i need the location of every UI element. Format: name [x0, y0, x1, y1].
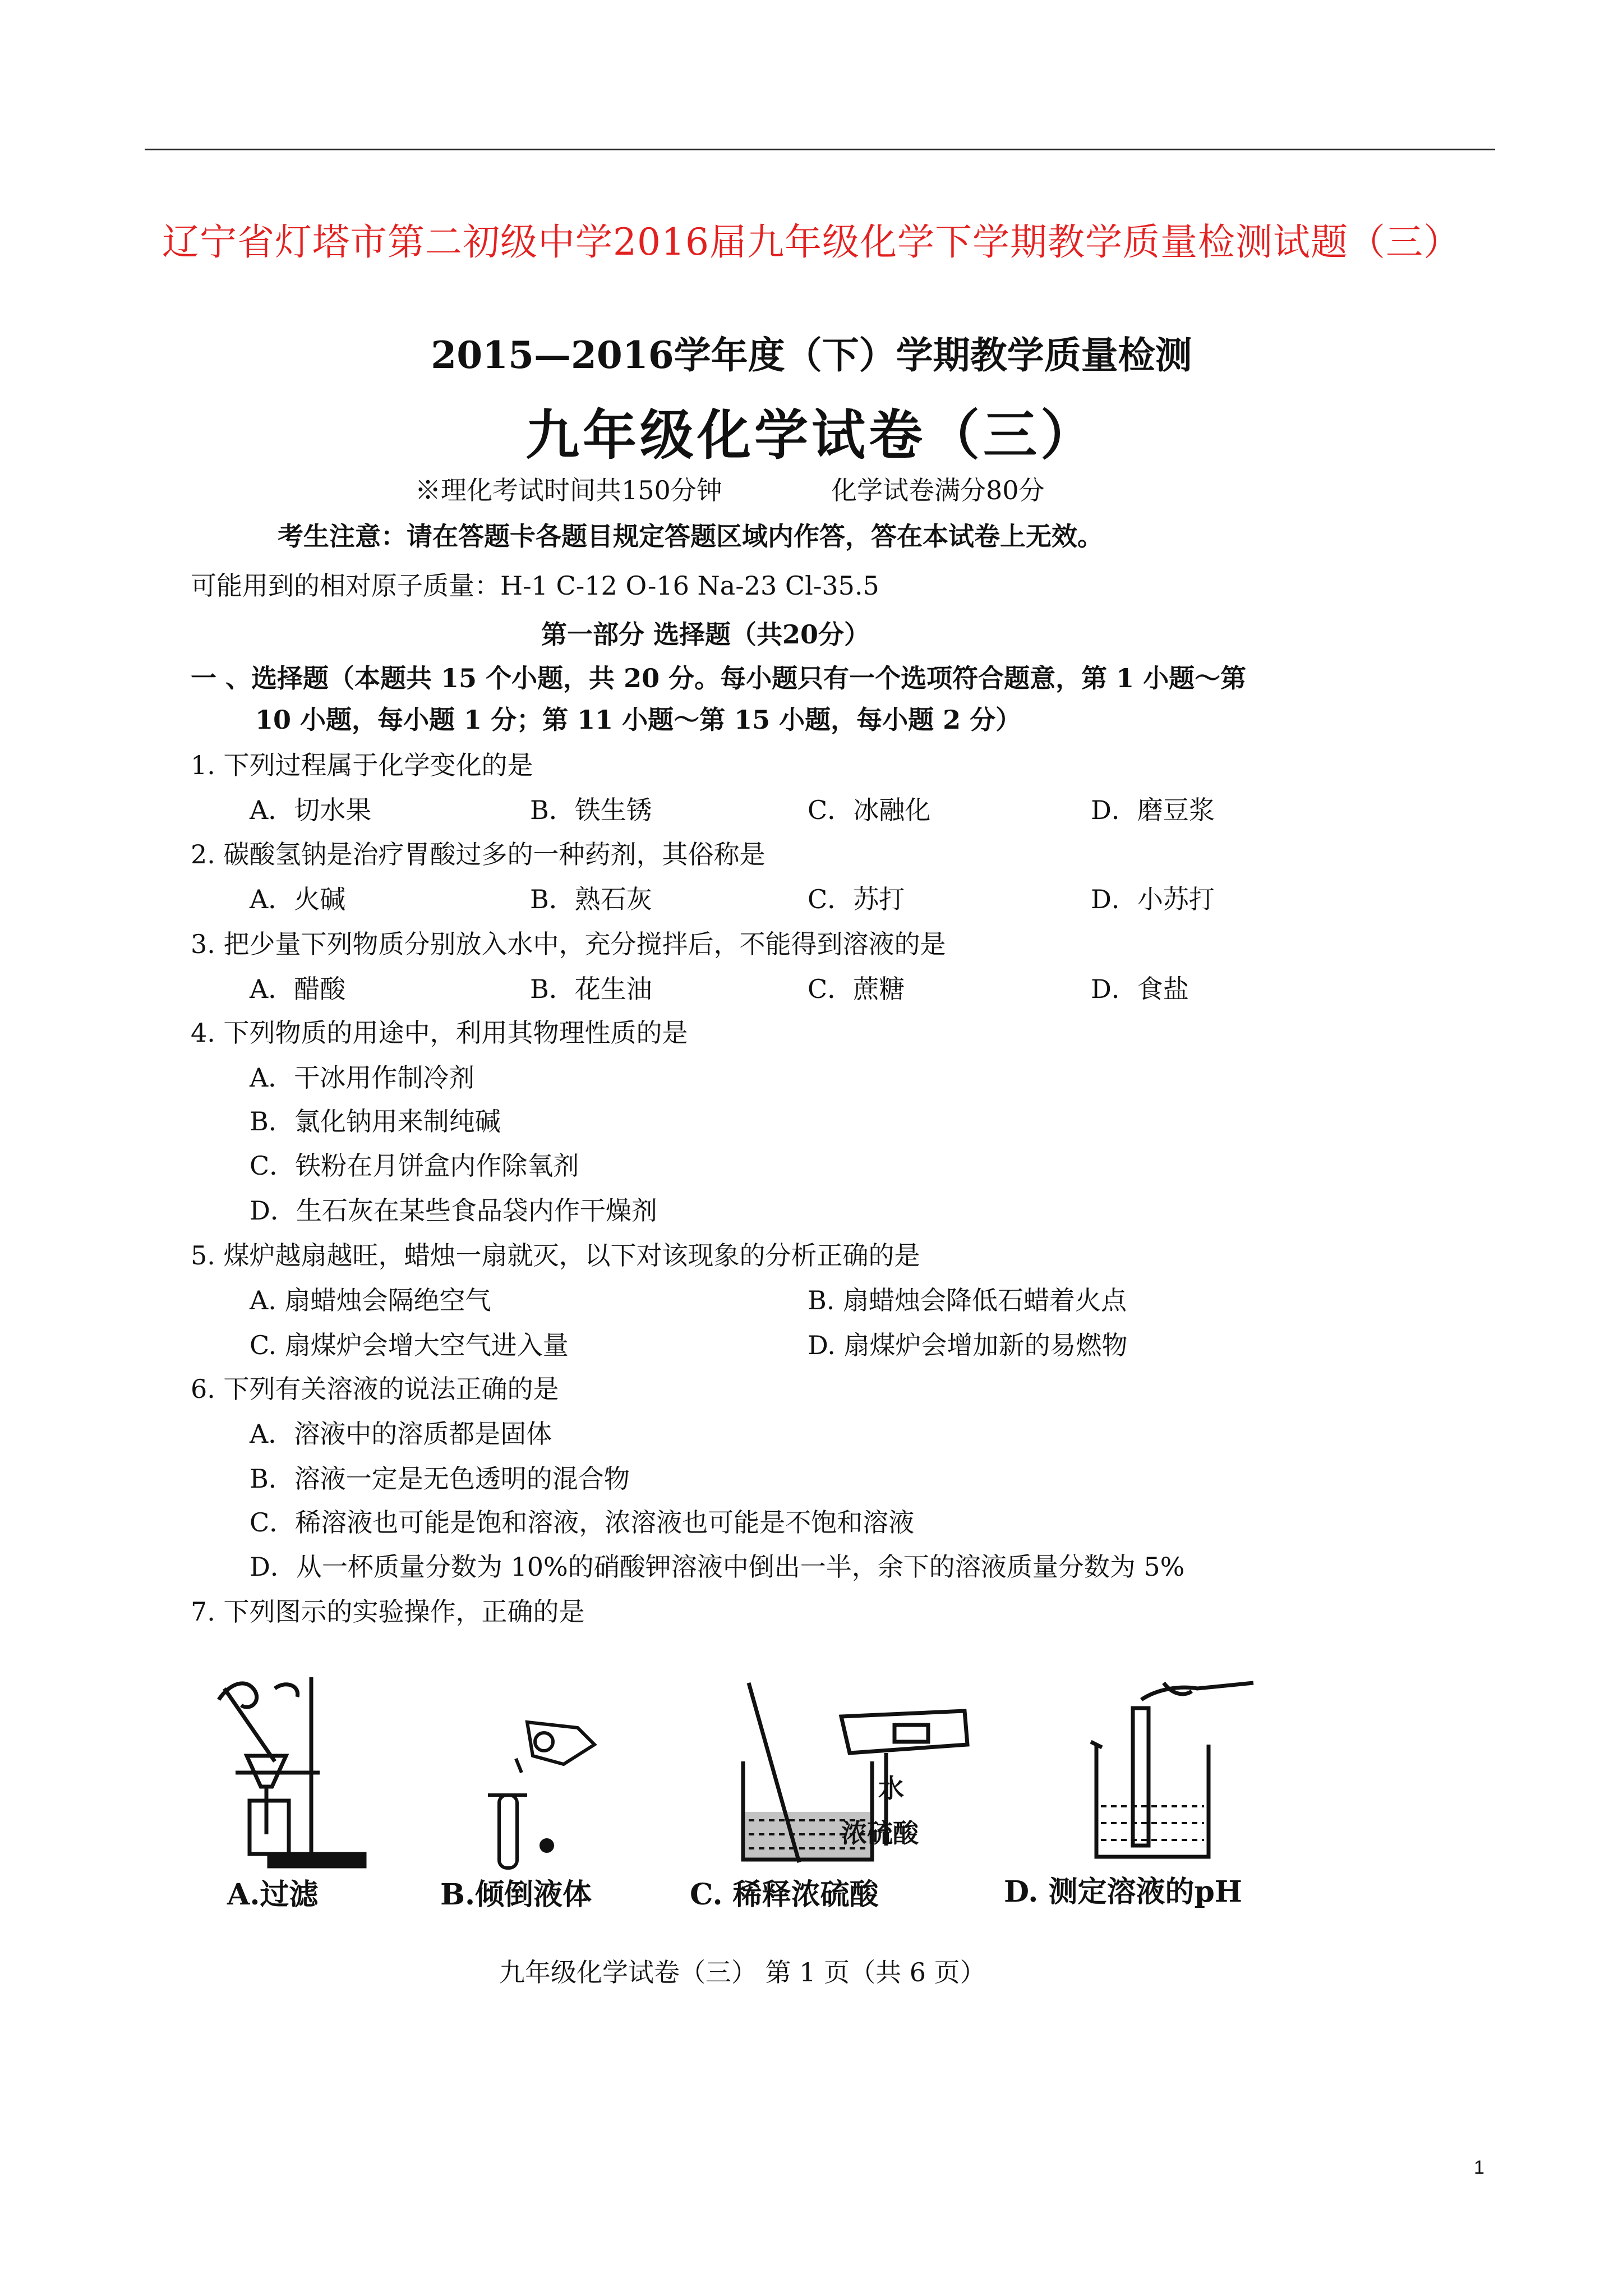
page-number: 1 — [1474, 2157, 1484, 2178]
figure-label-b: B.倾倒液体 — [440, 1878, 592, 1912]
figure-label-c: C. 稀释浓硫酸 — [690, 1878, 879, 1912]
question-4-stem: 4. 下列物质的用途中，利用其物理性质的是 — [191, 1018, 688, 1048]
section-instructions-1: 一 、选择题（本题共 15 个小题，共 20 分。每小题只有一个选项符合题意，第 1 小题～第 — [191, 663, 1247, 693]
question-5-option-a: A. 扇蜡烛会隔绝空气 — [250, 1285, 491, 1315]
pouring-liquid-figure — [465, 1711, 617, 1874]
question-4-option-d: D．生石灰在某些食品袋内作干燥剂 — [250, 1195, 657, 1226]
question-5-option-d: D. 扇煤炉会增加新的易燃物 — [808, 1330, 1128, 1360]
filtration-apparatus-figure — [202, 1666, 370, 1874]
question-6-option-d: D．从一杯质量分数为 10%的硝酸钾溶液中倒出一半，余下的溶液质量分数为 5% — [250, 1552, 1185, 1582]
question-5-option-c: C. 扇煤炉会增大空气进入量 — [250, 1330, 569, 1360]
figure-label-a: A.过滤 — [227, 1878, 319, 1912]
question-3-option-c: C．蔗糖 — [808, 974, 905, 1004]
question-2-option-a: A．火碱 — [250, 884, 346, 914]
question-5-option-b: B. 扇蜡烛会降低石蜡着火点 — [808, 1285, 1127, 1315]
exam-score-note: 化学试卷满分80分 — [831, 475, 1045, 505]
question-1-stem: 1. 下列过程属于化学变化的是 — [191, 750, 533, 780]
question-1-option-b: B．铁生锈 — [530, 795, 652, 825]
question-6-option-c: C．稀溶液也可能是饱和溶液，浓溶液也可能是不饱和溶液 — [250, 1507, 915, 1538]
question-4-option-c: C．铁粉在月饼盒内作除氧剂 — [250, 1151, 579, 1181]
question-1-option-d: D．磨豆浆 — [1091, 795, 1215, 825]
question-2-option-b: B．熟石灰 — [530, 884, 652, 914]
figure-label-d: D. 测定溶液的pH — [1004, 1875, 1242, 1909]
exam-subheading: 九年级化学试卷（三） — [525, 403, 1098, 467]
acid-label: 浓硫酸 — [841, 1818, 919, 1848]
document-title: 辽宁省灯塔市第二初级中学2016届九年级化学下学期教学质量检测试题（三） — [162, 220, 1461, 264]
section-instructions-2: 10 小题，每小题 1 分；第 11 小题～第 15 小题，每小题 2 分） — [255, 705, 1022, 735]
question-3-option-b: B．花生油 — [530, 974, 652, 1004]
water-label: 水 — [878, 1773, 904, 1803]
question-5-stem: 5. 煤炉越扇越旺，蜡烛一扇就灭，以下对该现象的分析正确的是 — [191, 1240, 920, 1271]
question-6-stem: 6. 下列有关溶液的说法正确的是 — [191, 1374, 559, 1404]
question-2-option-c: C．苏打 — [808, 884, 905, 914]
question-3-option-d: D．食盐 — [1091, 974, 1189, 1004]
question-1-option-a: A．切水果 — [250, 795, 372, 825]
question-4-option-a: A．干冰用作制冷剂 — [250, 1062, 475, 1093]
exam-heading: 2015—2016学年度（下）学期教学质量检测 — [431, 333, 1192, 377]
exam-time-note: ※理化考试时间共150分钟 — [415, 475, 722, 505]
question-4-option-b: B．氯化钠用来制纯碱 — [250, 1106, 501, 1137]
page-footer: 九年级化学试卷（三） 第 1 页（共 6 页） — [499, 1957, 986, 1987]
atomic-mass-line: 可能用到的相对原子质量：H-1 C-12 O-16 Na-23 Cl-35.5 — [191, 570, 879, 601]
part-heading: 第一部分 选择题（共20分） — [541, 619, 870, 650]
exam-notice: 考生注意：请在答题卡各题目规定答题区域内作答，答在本试卷上无效。 — [278, 521, 1103, 551]
question-6-option-b: B．溶液一定是无色透明的混合物 — [250, 1464, 630, 1494]
question-6-option-a: A．溶液中的溶质都是固体 — [250, 1419, 552, 1449]
question-3-option-a: A．醋酸 — [250, 974, 346, 1004]
top-rule — [145, 149, 1495, 150]
question-3-stem: 3. 把少量下列物质分别放入水中，充分搅拌后，不能得到溶液的是 — [191, 929, 946, 959]
ph-measurement-figure — [1085, 1677, 1265, 1868]
question-2-option-d: D．小苏打 — [1091, 884, 1215, 914]
question-7-stem: 7. 下列图示的实验操作，正确的是 — [191, 1596, 585, 1627]
question-2-stem: 2. 碳酸氢钠是治疗胃酸过多的一种药剂，其俗称是 — [191, 839, 766, 869]
question-1-option-c: C．冰融化 — [808, 795, 931, 825]
